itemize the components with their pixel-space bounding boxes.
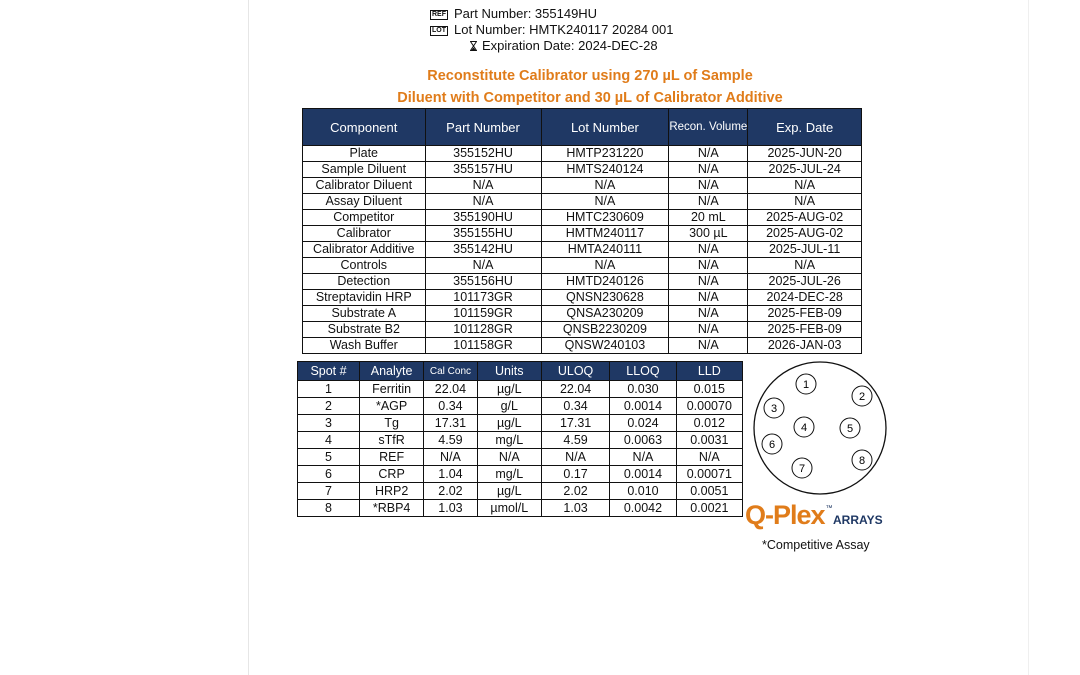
component-cell: N/A <box>669 258 748 274</box>
col-lld: LLD <box>676 362 742 381</box>
well-spot-diagram <box>752 360 888 496</box>
analyte-cell: 2.02 <box>424 483 477 500</box>
component-cell: N/A <box>669 242 748 258</box>
logo-name: Q-Plex <box>745 500 825 530</box>
analyte-cell: 0.0051 <box>676 483 742 500</box>
component-cell: 101159GR <box>425 306 541 322</box>
component-cell: 101158GR <box>425 338 541 354</box>
analyte-cell: Tg <box>360 415 424 432</box>
page-edge-right <box>1028 0 1029 675</box>
analyte-cell: 0.00071 <box>676 466 742 483</box>
analyte-cell: N/A <box>424 449 477 466</box>
component-row <box>303 258 862 274</box>
component-cell: 2024-DEC-28 <box>748 290 862 306</box>
analyte-row <box>298 449 743 466</box>
component-cell: 2025-JUL-24 <box>748 162 862 178</box>
component-cell: N/A <box>541 178 669 194</box>
col-uloq: ULOQ <box>541 362 609 381</box>
component-cell: QNSN230628 <box>541 290 669 306</box>
component-cell: N/A <box>541 194 669 210</box>
component-cell: 2025-FEB-09 <box>748 306 862 322</box>
analyte-cell: mg/L <box>477 466 541 483</box>
component-cell: 2026-JAN-03 <box>748 338 862 354</box>
component-cell: Calibrator Diluent <box>303 178 426 194</box>
analyte-cell: 1 <box>298 381 360 398</box>
analyte-cell: 0.34 <box>424 398 477 415</box>
component-cell: Competitor <box>303 210 426 226</box>
component-cell: Calibrator Additive <box>303 242 426 258</box>
component-cell: 101173GR <box>425 290 541 306</box>
analyte-cell: *RBP4 <box>360 500 424 517</box>
analyte-cell: 17.31 <box>541 415 609 432</box>
col-analyte: Analyte <box>360 362 424 381</box>
col-recon-volume: Recon. Volume <box>669 109 748 146</box>
component-cell: 101128GR <box>425 322 541 338</box>
component-cell: HMTS240124 <box>541 162 669 178</box>
analyte-cell: 0.0014 <box>610 466 676 483</box>
component-row <box>303 226 862 242</box>
component-cell: HMTA240111 <box>541 242 669 258</box>
analyte-row <box>298 466 743 483</box>
component-cell: Detection <box>303 274 426 290</box>
analyte-cell: 4.59 <box>424 432 477 449</box>
analyte-cell: 22.04 <box>424 381 477 398</box>
analyte-cell: µg/L <box>477 415 541 432</box>
analyte-cell: CRP <box>360 466 424 483</box>
component-row <box>303 194 862 210</box>
component-cell: 2025-JUN-20 <box>748 146 862 162</box>
component-cell: 355152HU <box>425 146 541 162</box>
analyte-cell: N/A <box>676 449 742 466</box>
component-cell: 2025-FEB-09 <box>748 322 862 338</box>
analyte-cell: 0.17 <box>541 466 609 483</box>
spot-label: 8 <box>858 455 866 467</box>
analyte-cell: 4.59 <box>541 432 609 449</box>
analyte-cell: mg/L <box>477 432 541 449</box>
analyte-cell: 1.03 <box>541 500 609 517</box>
analyte-cell: µg/L <box>477 483 541 500</box>
analyte-row <box>298 500 743 517</box>
spot-label: 5 <box>846 423 854 435</box>
analyte-cell: 17.31 <box>424 415 477 432</box>
component-cell: Wash Buffer <box>303 338 426 354</box>
analyte-cell: µmol/L <box>477 500 541 517</box>
component-cell: Controls <box>303 258 426 274</box>
analyte-row <box>298 432 743 449</box>
analyte-cell: 0.0031 <box>676 432 742 449</box>
component-row <box>303 178 862 194</box>
component-cell: 300 µL <box>669 226 748 242</box>
component-cell: 355155HU <box>425 226 541 242</box>
analyte-cell: HRP2 <box>360 483 424 500</box>
component-cell: N/A <box>669 322 748 338</box>
component-cell: Sample Diluent <box>303 162 426 178</box>
col-exp-date: Exp. Date <box>748 109 862 146</box>
analyte-cell: N/A <box>477 449 541 466</box>
component-cell: N/A <box>669 146 748 162</box>
col-cal-conc: Cal Conc <box>424 362 477 381</box>
analyte-cell: 1.03 <box>424 500 477 517</box>
spot-label: 6 <box>768 439 776 451</box>
component-cell: N/A <box>669 178 748 194</box>
component-cell: 20 mL <box>669 210 748 226</box>
analyte-cell: 2 <box>298 398 360 415</box>
component-cell: N/A <box>425 258 541 274</box>
component-row <box>303 338 862 354</box>
component-cell: HMTP231220 <box>541 146 669 162</box>
ref-symbol: REF <box>432 11 446 18</box>
analyte-cell: 0.0021 <box>676 500 742 517</box>
analyte-cell: 8 <box>298 500 360 517</box>
competitive-assay-footnote: *Competitive Assay <box>762 538 870 552</box>
analyte-cell: N/A <box>610 449 676 466</box>
spot-label: 2 <box>858 391 866 403</box>
analyte-cell: 0.00070 <box>676 398 742 415</box>
analyte-cell: 0.010 <box>610 483 676 500</box>
logo-trademark: ™ <box>825 505 833 512</box>
analyte-cell: 5 <box>298 449 360 466</box>
component-cell: 2025-JUL-26 <box>748 274 862 290</box>
component-cell: Calibrator <box>303 226 426 242</box>
analyte-row <box>298 483 743 500</box>
analyte-cell: 2.02 <box>541 483 609 500</box>
component-row <box>303 274 862 290</box>
analyte-cell: g/L <box>477 398 541 415</box>
component-cell: N/A <box>669 274 748 290</box>
component-row <box>303 162 862 178</box>
analyte-cell: µg/L <box>477 381 541 398</box>
analyte-cell: *AGP <box>360 398 424 415</box>
col-part-number: Part Number <box>425 109 541 146</box>
component-cell: N/A <box>669 162 748 178</box>
page-edge-left <box>248 0 249 675</box>
col-component: Component <box>303 109 426 146</box>
lot-number-line <box>430 22 750 38</box>
component-row <box>303 242 862 258</box>
component-cell: N/A <box>669 290 748 306</box>
analyte-cell: 0.0063 <box>610 432 676 449</box>
component-cell: N/A <box>669 194 748 210</box>
expiration-line <box>470 38 790 54</box>
qplex-logo <box>745 500 883 531</box>
part-number-line <box>430 6 750 22</box>
component-cell: Substrate A <box>303 306 426 322</box>
component-cell: Streptavidin HRP <box>303 290 426 306</box>
component-cell: N/A <box>669 306 748 322</box>
component-cell: 355156HU <box>425 274 541 290</box>
component-cell: N/A <box>541 258 669 274</box>
analyte-cell: 7 <box>298 483 360 500</box>
component-cell: N/A <box>669 338 748 354</box>
analyte-table <box>297 361 743 517</box>
component-cell: HMTD240126 <box>541 274 669 290</box>
well-outline <box>754 362 886 494</box>
analyte-row <box>298 415 743 432</box>
analyte-cell: 0.012 <box>676 415 742 432</box>
component-cell: N/A <box>748 258 862 274</box>
component-cell: QNSB2230209 <box>541 322 669 338</box>
component-cell: N/A <box>425 178 541 194</box>
analyte-cell: 6 <box>298 466 360 483</box>
component-row <box>303 146 862 162</box>
col-units: Units <box>477 362 541 381</box>
component-cell: 355190HU <box>425 210 541 226</box>
component-cell: 2025-AUG-02 <box>748 226 862 242</box>
components-header-row <box>303 109 862 146</box>
analyte-header-row <box>298 362 743 381</box>
component-cell: Substrate B2 <box>303 322 426 338</box>
col-spot: Spot # <box>298 362 360 381</box>
analyte-cell: 4 <box>298 432 360 449</box>
analyte-row <box>298 398 743 415</box>
analyte-cell: sTfR <box>360 432 424 449</box>
component-row <box>303 290 862 306</box>
component-row <box>303 322 862 338</box>
component-cell: HMTM240117 <box>541 226 669 242</box>
analyte-cell: 3 <box>298 415 360 432</box>
analyte-cell: 0.34 <box>541 398 609 415</box>
component-cell: 355157HU <box>425 162 541 178</box>
component-cell: 355142HU <box>425 242 541 258</box>
component-cell: Assay Diluent <box>303 194 426 210</box>
component-cell: HMTC230609 <box>541 210 669 226</box>
spot-label: 7 <box>798 463 806 475</box>
analyte-cell: 0.0042 <box>610 500 676 517</box>
analyte-cell: 22.04 <box>541 381 609 398</box>
analyte-cell: 0.030 <box>610 381 676 398</box>
col-lot-number: Lot Number <box>541 109 669 146</box>
component-cell: Plate <box>303 146 426 162</box>
component-cell: 2025-AUG-02 <box>748 210 862 226</box>
analyte-cell: 0.015 <box>676 381 742 398</box>
analyte-cell: 0.0014 <box>610 398 676 415</box>
reconstitute-instruction-line1: Reconstitute Calibrator using 270 µL of Sample <box>427 68 753 84</box>
analyte-cell: N/A <box>541 449 609 466</box>
analyte-cell: Ferritin <box>360 381 424 398</box>
component-row <box>303 210 862 226</box>
spot-label: 1 <box>802 379 810 391</box>
component-cell: N/A <box>748 194 862 210</box>
reconstitute-instruction-line2: Diluent with Competitor and 30 µL of Calibrator Additive <box>397 90 783 106</box>
spot-label: 3 <box>770 403 778 415</box>
analyte-cell: 0.024 <box>610 415 676 432</box>
lot-symbol: LOT <box>432 27 446 34</box>
components-table <box>302 108 862 354</box>
col-lloq: LLOQ <box>610 362 676 381</box>
component-row <box>303 306 862 322</box>
logo-suffix: ARRAYS <box>833 513 883 527</box>
component-cell: QNSA230209 <box>541 306 669 322</box>
part-number: Part Number: 355149HU <box>454 6 598 21</box>
lot-number: Lot Number: HMTK240117 20284 001 <box>454 22 674 37</box>
expiration-date: Expiration Date: 2024-DEC-28 <box>482 38 658 53</box>
component-cell: QNSW240103 <box>541 338 669 354</box>
analyte-row <box>298 381 743 398</box>
component-cell: 2025-JUL-11 <box>748 242 862 258</box>
component-cell: N/A <box>425 194 541 210</box>
analyte-cell: 1.04 <box>424 466 477 483</box>
component-cell: N/A <box>748 178 862 194</box>
analyte-cell: REF <box>360 449 424 466</box>
spot-label: 4 <box>800 422 808 434</box>
hourglass-icon <box>470 41 477 51</box>
